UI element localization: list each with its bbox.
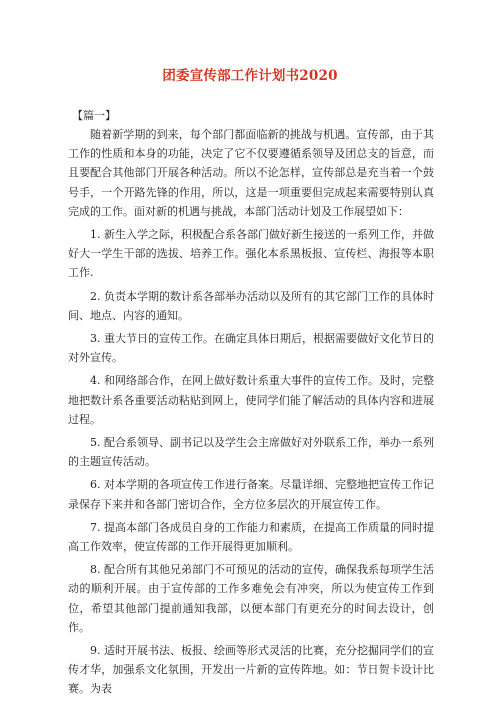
paragraph-item-1: 1. 新生入学之际，积极配合系各部门做好新生接送的一系列工作，并做好大一学生干部的选拔、培养工作。强化本系黑板报、宣传栏、海报等本职工作. <box>68 228 434 280</box>
section-heading: 【篇一】 <box>72 109 116 122</box>
paragraph-item-8: 8. 配合所有其他兄弟部门不可预见的活动的宣传，确保我系每项学生活动的顺利开展。由于宣传部的工作多难免会有冲突，所以为使宣传工作到位，希望其他部门提前通知我部，以便本部门有更充分的时间去设计，创作。 <box>68 563 434 634</box>
paragraph-intro: 随着新学期的到来，每个部门都面临新的挑战与机遇。宣传部，由于其工作的性质和本身的功能，决定了它不仅要遵循系领导及团总支的旨意，而且要配合其他部门开展各种活动。所以不论怎样，宣传部总是充当着一个鼓号手，一个开路先锋的作用，所以，这是一项重要但完成起来需要特别认真完成的工作。面对新的机遇与挑战，本部门活动计划及工作展望如下： <box>68 128 434 218</box>
paragraph-item-3: 3. 重大节日的宣传工作。在确定具体日期后，根据需要做好文化节日的对外宣传。 <box>68 332 434 365</box>
paragraph-item-2: 2. 负责本学期的数计系各部举办活动以及所有的其它部门工作的具体时间、地点、内容的通知。 <box>68 289 434 322</box>
paragraph-item-5: 5. 配合系领导、副书记以及学生会主席做好对外联系工作，举办一系列的主题宣传活动。 <box>68 436 434 469</box>
paragraph-item-7: 7. 提高本部门各成员自身的工作能力和素质，在提高工作质量的同时提高工作效率，使宣传部的工作开展得更加顺利。 <box>68 520 434 554</box>
document-title: 团委宣传部工作计划书2020 <box>162 68 338 84</box>
paragraph-item-4: 4. 和网络部合作，在网上做好数计系重大事件的宣传工作。及时，完整地把数计系各重要活动粘贴到网上，使同学们能了解活动的具体内容和进展过程。 <box>68 374 434 426</box>
document-body <box>68 125 434 703</box>
paragraph-item-9: 9. 适时开展书法、板报、绘画等形式灵活的比赛，充分挖掘同学们的宣传才华，加强系文化氛围，开发出一片新的宣传阵地。如：节日贺卡设计比赛。为表 <box>68 644 434 696</box>
paragraph-item-6: 6. 对本学期的各项宣传工作进行备案。尽量详细、完整地把宣传工作记录保存下来并和各部门密切合作，全方位多层次的开展宣传工作。 <box>68 478 434 511</box>
